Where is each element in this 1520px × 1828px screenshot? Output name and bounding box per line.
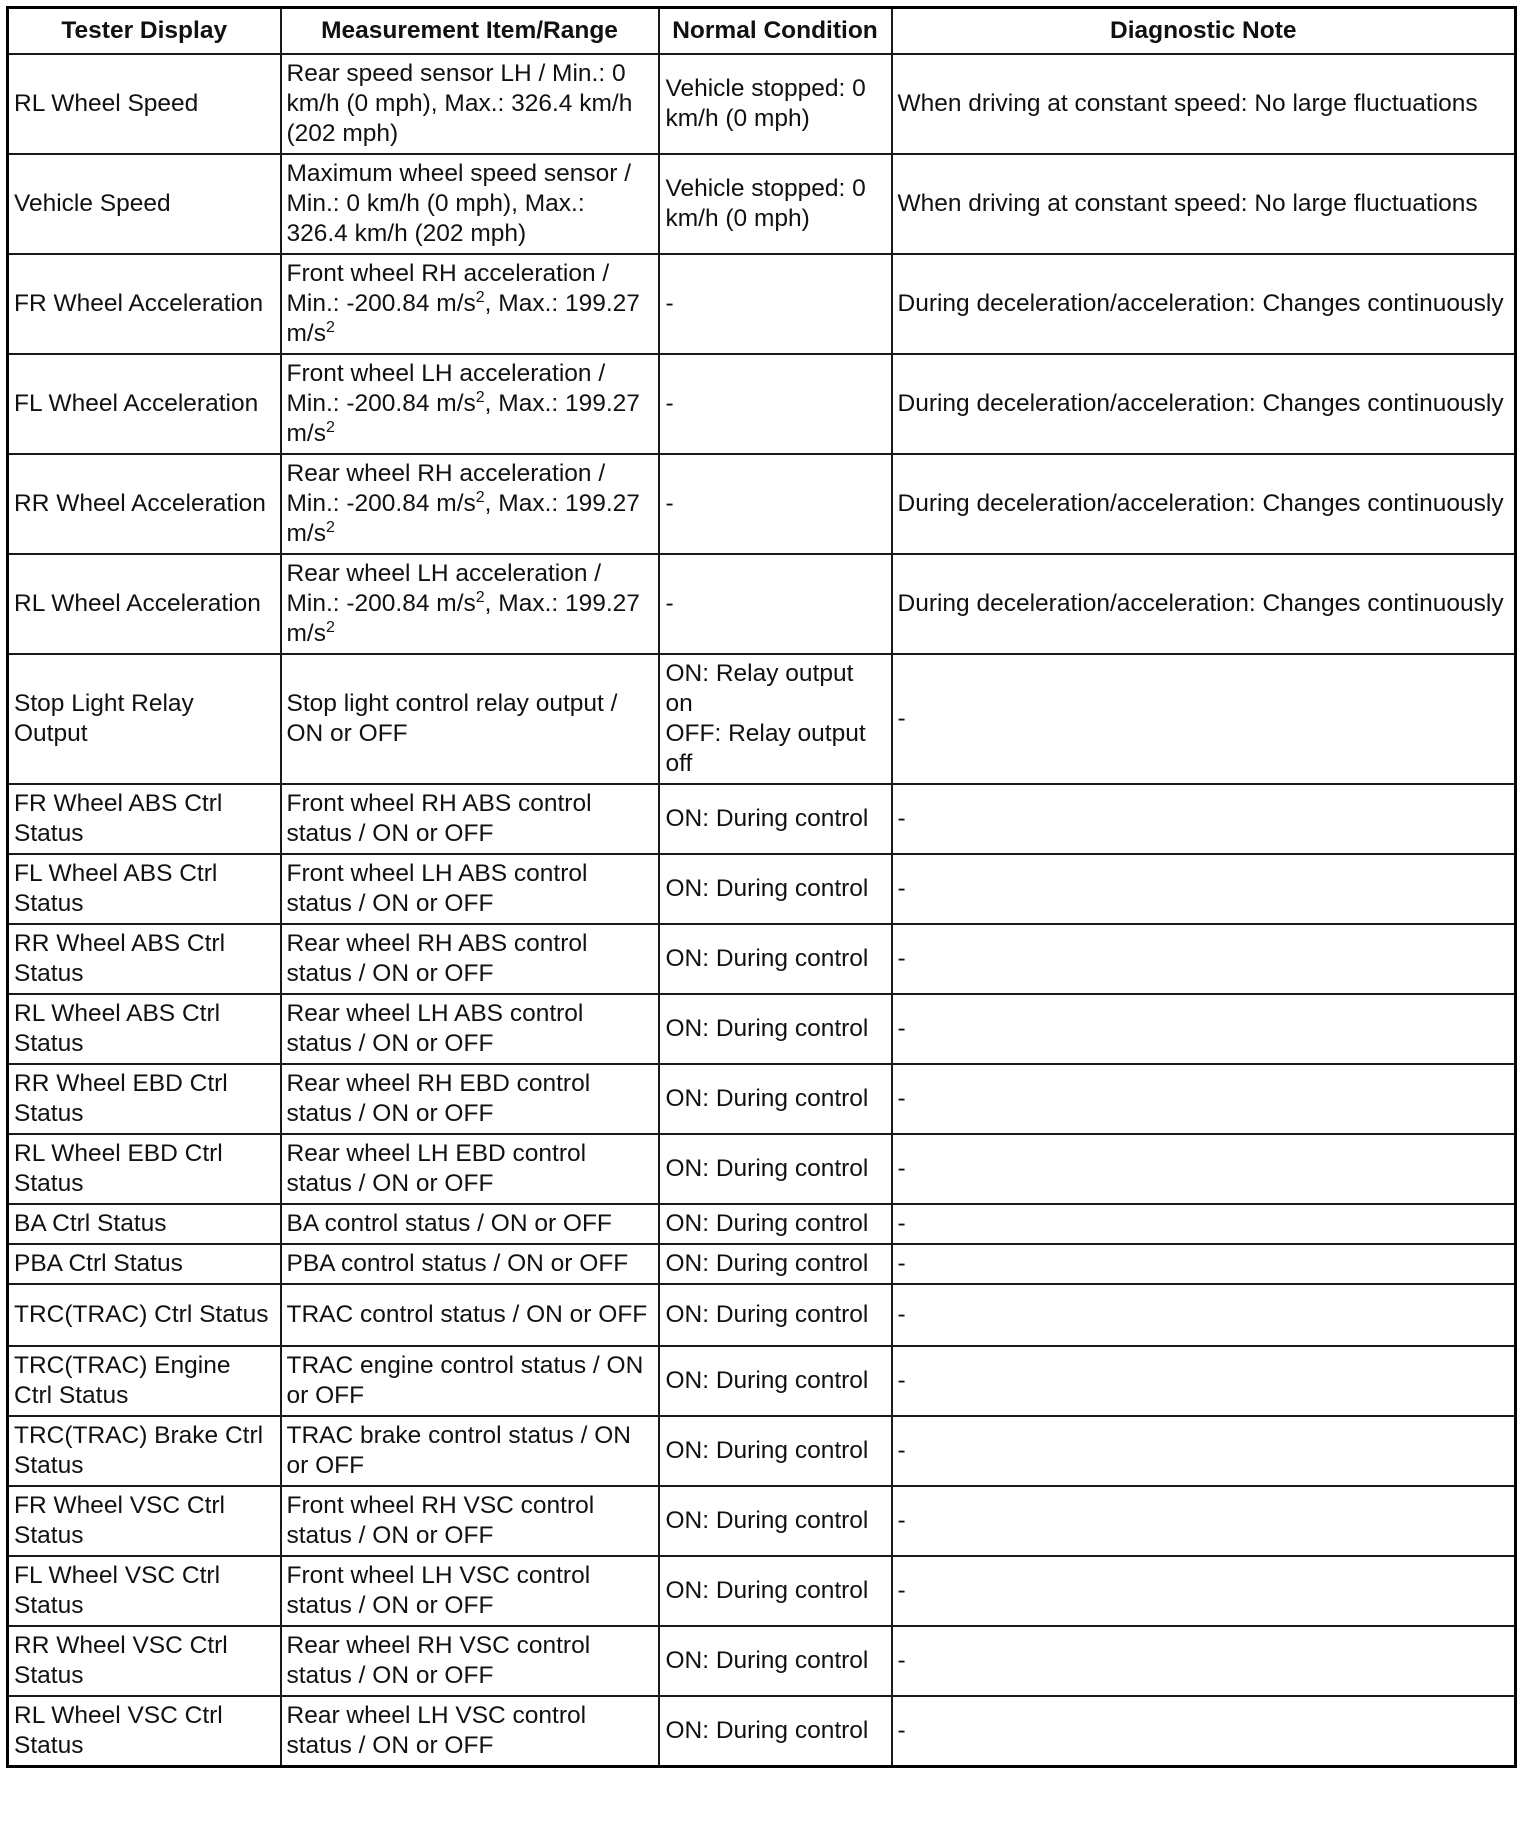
cell-diagnostic-note: - <box>892 1064 1516 1134</box>
table-row <box>8 1284 1516 1346</box>
cell-measurement-range: Front wheel LH VSC control status / ON or OFF <box>281 1556 659 1626</box>
cell-measurement-range: Front wheel LH ABS control status / ON or OFF <box>281 854 659 924</box>
cell-tester-display: FR Wheel VSC Ctrl Status <box>8 1486 281 1556</box>
cell-normal-condition: ON: During control <box>659 1696 892 1767</box>
table-row <box>8 1486 1516 1556</box>
cell-measurement-range: Rear wheel RH ABS control status / ON or OFF <box>281 924 659 994</box>
cell-diagnostic-note: During deceleration/acceleration: Changes continuously <box>892 254 1516 354</box>
cell-tester-display: RR Wheel VSC Ctrl Status <box>8 1626 281 1696</box>
cell-tester-display: RL Wheel ABS Ctrl Status <box>8 994 281 1064</box>
range-text: , Max.: 199.27 m/s <box>286 490 640 547</box>
unit-exponent: 2 <box>325 419 335 436</box>
unit-exponent: 2 <box>475 589 485 606</box>
cell-normal-condition: ON: During control <box>659 1204 892 1244</box>
cell-measurement-range: Rear speed sensor LH / Min.: 0 km/h (0 mph), Max.: 326.4 km/h (202 mph) <box>281 54 659 154</box>
normal-condition-line: ON: Relay output on <box>665 660 854 717</box>
cell-diagnostic-note: - <box>892 994 1516 1064</box>
cell-tester-display: RL Wheel Acceleration <box>8 554 281 654</box>
cell-diagnostic-note: - <box>892 1244 1516 1284</box>
cell-normal-condition: ON: During control <box>659 1416 892 1486</box>
cell-measurement-range: Front wheel RH VSC control status / ON or OFF <box>281 1486 659 1556</box>
cell-normal-condition: ON: During control <box>659 1284 892 1346</box>
table-row <box>8 154 1516 254</box>
cell-tester-display: TRC(TRAC) Ctrl Status <box>8 1284 281 1346</box>
cell-normal-condition: ON: During control <box>659 924 892 994</box>
table-row <box>8 924 1516 994</box>
unit-exponent: 2 <box>325 319 335 336</box>
table-row <box>8 784 1516 854</box>
table-row <box>8 654 1516 784</box>
cell-measurement-range: TRAC engine control status / ON or OFF <box>281 1346 659 1416</box>
cell-measurement-range <box>281 254 659 354</box>
cell-normal-condition: ON: During control <box>659 1626 892 1696</box>
cell-tester-display: FL Wheel VSC Ctrl Status <box>8 1556 281 1626</box>
cell-tester-display: RR Wheel Acceleration <box>8 454 281 554</box>
cell-normal-condition: ON: During control <box>659 1134 892 1204</box>
range-text: Front wheel RH acceleration / Min.: -200.84 m/s <box>286 260 610 317</box>
range-text: Rear wheel LH acceleration / Min.: -200.84 m/s <box>286 560 602 617</box>
cell-measurement-range: Rear wheel RH VSC control status / ON or OFF <box>281 1626 659 1696</box>
data-list-table <box>6 6 1517 1768</box>
cell-diagnostic-note: When driving at constant speed: No large fluctuations <box>892 54 1516 154</box>
cell-diagnostic-note: - <box>892 1346 1516 1416</box>
cell-measurement-range: BA control status / ON or OFF <box>281 1204 659 1244</box>
table-row <box>8 54 1516 154</box>
cell-tester-display: Vehicle Speed <box>8 154 281 254</box>
table-row <box>8 1244 1516 1284</box>
cell-measurement-range: Rear wheel LH ABS control status / ON or OFF <box>281 994 659 1064</box>
unit-exponent: 2 <box>475 489 485 506</box>
cell-diagnostic-note: - <box>892 1626 1516 1696</box>
cell-tester-display: PBA Ctrl Status <box>8 1244 281 1284</box>
cell-measurement-range: Maximum wheel speed sensor / Min.: 0 km/h (0 mph), Max.: 326.4 km/h (202 mph) <box>281 154 659 254</box>
cell-tester-display: Stop Light Relay Output <box>8 654 281 784</box>
cell-measurement-range: Rear wheel LH EBD control status / ON or OFF <box>281 1134 659 1204</box>
unit-exponent: 2 <box>475 289 485 306</box>
cell-diagnostic-note: - <box>892 1284 1516 1346</box>
table-row <box>8 1064 1516 1134</box>
cell-tester-display: FL Wheel Acceleration <box>8 354 281 454</box>
header-measurement-item: Measurement Item/Range <box>281 8 659 55</box>
cell-normal-condition: ON: During control <box>659 1346 892 1416</box>
table-row <box>8 1346 1516 1416</box>
cell-diagnostic-note: - <box>892 924 1516 994</box>
table-row <box>8 994 1516 1064</box>
range-text: , Max.: 199.27 m/s <box>286 390 640 447</box>
table-row <box>8 1134 1516 1204</box>
cell-tester-display: TRC(TRAC) Engine Ctrl Status <box>8 1346 281 1416</box>
table-row <box>8 554 1516 654</box>
cell-diagnostic-note: - <box>892 1416 1516 1486</box>
cell-normal-condition: - <box>659 454 892 554</box>
cell-diagnostic-note: When driving at constant speed: No large fluctuations <box>892 154 1516 254</box>
cell-measurement-range: Front wheel RH ABS control status / ON or OFF <box>281 784 659 854</box>
normal-condition-line: OFF: Relay output off <box>665 720 866 777</box>
cell-diagnostic-note: During deceleration/acceleration: Changes continuously <box>892 554 1516 654</box>
cell-measurement-range: Stop light control relay output / ON or OFF <box>281 654 659 784</box>
cell-tester-display: FR Wheel ABS Ctrl Status <box>8 784 281 854</box>
cell-tester-display: RL Wheel VSC Ctrl Status <box>8 1696 281 1767</box>
table-row <box>8 1416 1516 1486</box>
cell-diagnostic-note: - <box>892 1134 1516 1204</box>
table-row <box>8 1556 1516 1626</box>
cell-normal-condition: Vehicle stopped: 0 km/h (0 mph) <box>659 54 892 154</box>
unit-exponent: 2 <box>325 619 335 636</box>
cell-tester-display: RR Wheel ABS Ctrl Status <box>8 924 281 994</box>
table-row <box>8 854 1516 924</box>
cell-measurement-range: TRAC control status / ON or OFF <box>281 1284 659 1346</box>
cell-diagnostic-note: - <box>892 1696 1516 1767</box>
cell-measurement-range <box>281 554 659 654</box>
table-row <box>8 1626 1516 1696</box>
cell-diagnostic-note: - <box>892 784 1516 854</box>
unit-exponent: 2 <box>325 519 335 536</box>
range-text: , Max.: 199.27 m/s <box>286 590 640 647</box>
cell-tester-display: TRC(TRAC) Brake Ctrl Status <box>8 1416 281 1486</box>
table-row <box>8 454 1516 554</box>
cell-normal-condition: ON: During control <box>659 1486 892 1556</box>
header-normal-condition: Normal Condition <box>659 8 892 55</box>
cell-normal-condition: - <box>659 354 892 454</box>
table-header-row <box>8 8 1516 55</box>
cell-measurement-range: TRAC brake control status / ON or OFF <box>281 1416 659 1486</box>
cell-normal-condition: ON: During control <box>659 1556 892 1626</box>
table-row <box>8 254 1516 354</box>
cell-diagnostic-note: - <box>892 1556 1516 1626</box>
table-row <box>8 1696 1516 1767</box>
cell-diagnostic-note: During deceleration/acceleration: Changes continuously <box>892 354 1516 454</box>
cell-normal-condition <box>659 654 892 784</box>
cell-normal-condition: - <box>659 254 892 354</box>
range-text: Rear wheel RH acceleration / Min.: -200.84 m/s <box>286 460 606 517</box>
cell-tester-display: RL Wheel EBD Ctrl Status <box>8 1134 281 1204</box>
cell-measurement-range: Rear wheel LH VSC control status / ON or OFF <box>281 1696 659 1767</box>
cell-tester-display: BA Ctrl Status <box>8 1204 281 1244</box>
table-body <box>8 54 1516 1767</box>
cell-normal-condition: - <box>659 554 892 654</box>
table-row <box>8 354 1516 454</box>
cell-normal-condition: ON: During control <box>659 1064 892 1134</box>
cell-tester-display: FL Wheel ABS Ctrl Status <box>8 854 281 924</box>
cell-diagnostic-note: - <box>892 654 1516 784</box>
cell-normal-condition: Vehicle stopped: 0 km/h (0 mph) <box>659 154 892 254</box>
cell-diagnostic-note: During deceleration/acceleration: Changes continuously <box>892 454 1516 554</box>
cell-normal-condition: ON: During control <box>659 854 892 924</box>
table-row <box>8 1204 1516 1244</box>
cell-tester-display: RL Wheel Speed <box>8 54 281 154</box>
cell-diagnostic-note: - <box>892 1204 1516 1244</box>
cell-diagnostic-note: - <box>892 1486 1516 1556</box>
cell-measurement-range: Rear wheel RH EBD control status / ON or OFF <box>281 1064 659 1134</box>
header-diagnostic-note: Diagnostic Note <box>892 8 1516 55</box>
header-tester-display: Tester Display <box>8 8 281 55</box>
cell-normal-condition: ON: During control <box>659 784 892 854</box>
cell-normal-condition: ON: During control <box>659 1244 892 1284</box>
cell-tester-display: FR Wheel Acceleration <box>8 254 281 354</box>
cell-tester-display: RR Wheel EBD Ctrl Status <box>8 1064 281 1134</box>
cell-measurement-range: PBA control status / ON or OFF <box>281 1244 659 1284</box>
range-text: Front wheel LH acceleration / Min.: -200.84 m/s <box>286 360 606 417</box>
cell-measurement-range <box>281 454 659 554</box>
cell-diagnostic-note: - <box>892 854 1516 924</box>
data-list-sheet <box>6 6 1514 1768</box>
cell-measurement-range <box>281 354 659 454</box>
unit-exponent: 2 <box>475 389 485 406</box>
range-text: , Max.: 199.27 m/s <box>286 290 640 347</box>
cell-normal-condition: ON: During control <box>659 994 892 1064</box>
